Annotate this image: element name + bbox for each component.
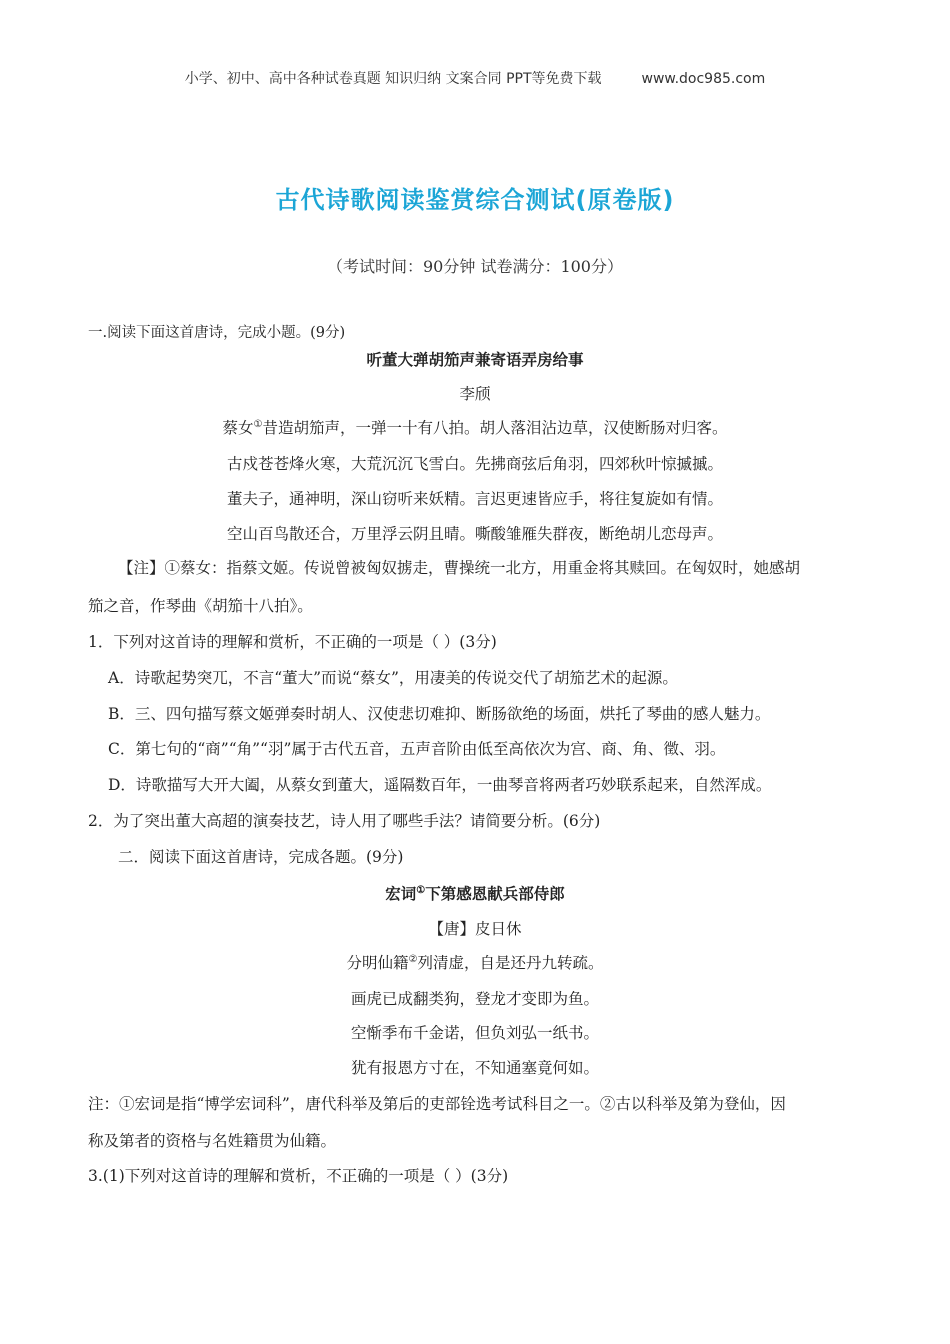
poem1-line-4: 空山百鸟散还合，万里浮云阴且晴。嘶酸雏雁失群夜，断绝胡儿恋母声。 — [226, 525, 723, 543]
poem1-note-line-1: 【注】①蔡女：指蔡文姬。传说曾被匈奴掳走，曹操统一北方，用重金将其赎回。在匈奴时，她感胡 — [118, 559, 801, 577]
poem1-line-1: 蔡女①昔造胡笳声，一弹一十有八拍。胡人落泪沾边草，汉使断肠对归客。 — [222, 418, 728, 437]
poem1-line-3: 董夫子，通神明，深山窃听来妖精。言迟更速皆应手，将往复旋如有情。 — [226, 490, 723, 508]
poem2-note-line-2: 称及第者的资格与名姓籍贯为仙籍。 — [88, 1132, 337, 1150]
poem2-line-1: 分明仙籍②列清虚，自是还丹九转疏。 — [346, 953, 604, 972]
poem2-title: 宏词①下第感恩献兵部侍郎 — [385, 884, 565, 903]
exam-info: （考试时间：90分钟 试卷满分：100分） — [327, 257, 623, 276]
footnote-marker: ② — [408, 953, 418, 965]
header-text: 小学、初中、高中各种试卷真题 知识归纳 文案合同 PPT等免费下载 — [184, 71, 602, 87]
question-2: 2．为了突出董大高超的演奏技艺，诗人用了哪些手法？请简要分析。(6分) — [88, 812, 601, 830]
question-1: 1．下列对这首诗的理解和赏析，不正确的一项是（ ）(3分) — [88, 633, 497, 651]
poem2-line-2: 画虎已成翻类狗，登龙才变即为鱼。 — [350, 990, 599, 1008]
poem2-line-4: 犹有报恩方寸在，不知通塞竟何如。 — [350, 1059, 599, 1077]
question-3: 3.(1)下列对这首诗的理解和赏析，不正确的一项是（ ）(3分) — [88, 1167, 509, 1185]
footnote-marker: ① — [253, 418, 263, 430]
question-1-option-b: B．三、四句描写蔡文姬弹奏时胡人、汉使悲切难抑、断肠欲绝的场面，烘托了琴曲的感人魅力。 — [108, 705, 771, 723]
poem1-note-line-2: 笳之音，作琴曲《胡笳十八拍》。 — [88, 597, 313, 615]
poem2-line-3: 空惭季布千金诺，但负刘弘一纸书。 — [350, 1024, 599, 1042]
section2-heading: 二．阅读下面这首唐诗，完成各题。(9分) — [118, 848, 404, 866]
page-header — [0, 68, 950, 88]
poem2-note-line-1: 注：①宏词是指“博学宏词科”，唐代科举及第后的吏部铨选考试科目之一。②古以科举及第为登仙，因 — [88, 1095, 786, 1113]
section1-heading: 一.阅读下面这首唐诗，完成小题。(9分) — [88, 325, 346, 341]
poem1-author: 李颀 — [459, 385, 491, 403]
poem1-line-2: 古戍苍苍烽火寒，大荒沉沉飞雪白。先拂商弦后角羽，四郊秋叶惊摵摵。 — [226, 455, 723, 473]
poem2-author: 【唐】皮日休 — [428, 920, 522, 938]
question-1-option-a: A．诗歌起势突兀，不言“董大”而说“蔡女”，用凄美的传说交代了胡笳艺术的起源。 — [108, 669, 678, 687]
poem1-title: 听董大弹胡笳声兼寄语弄房给事 — [366, 350, 584, 369]
question-1-option-c: C．第七句的“商”“角”“羽”属于古代五音，五声音阶由低至高依次为宫、商、角、徵、羽。 — [108, 740, 726, 758]
header-url[interactable]: www.doc985.com — [641, 71, 766, 87]
footnote-marker: ① — [416, 884, 426, 896]
page-title: 古代诗歌阅读鉴赏综合测试(原卷版) — [275, 186, 675, 214]
question-1-option-d: D．诗歌描写大开大阖，从蔡女到董大，遥隔数百年，一曲琴音将两者巧妙联系起来，自然浑成。 — [108, 776, 772, 794]
